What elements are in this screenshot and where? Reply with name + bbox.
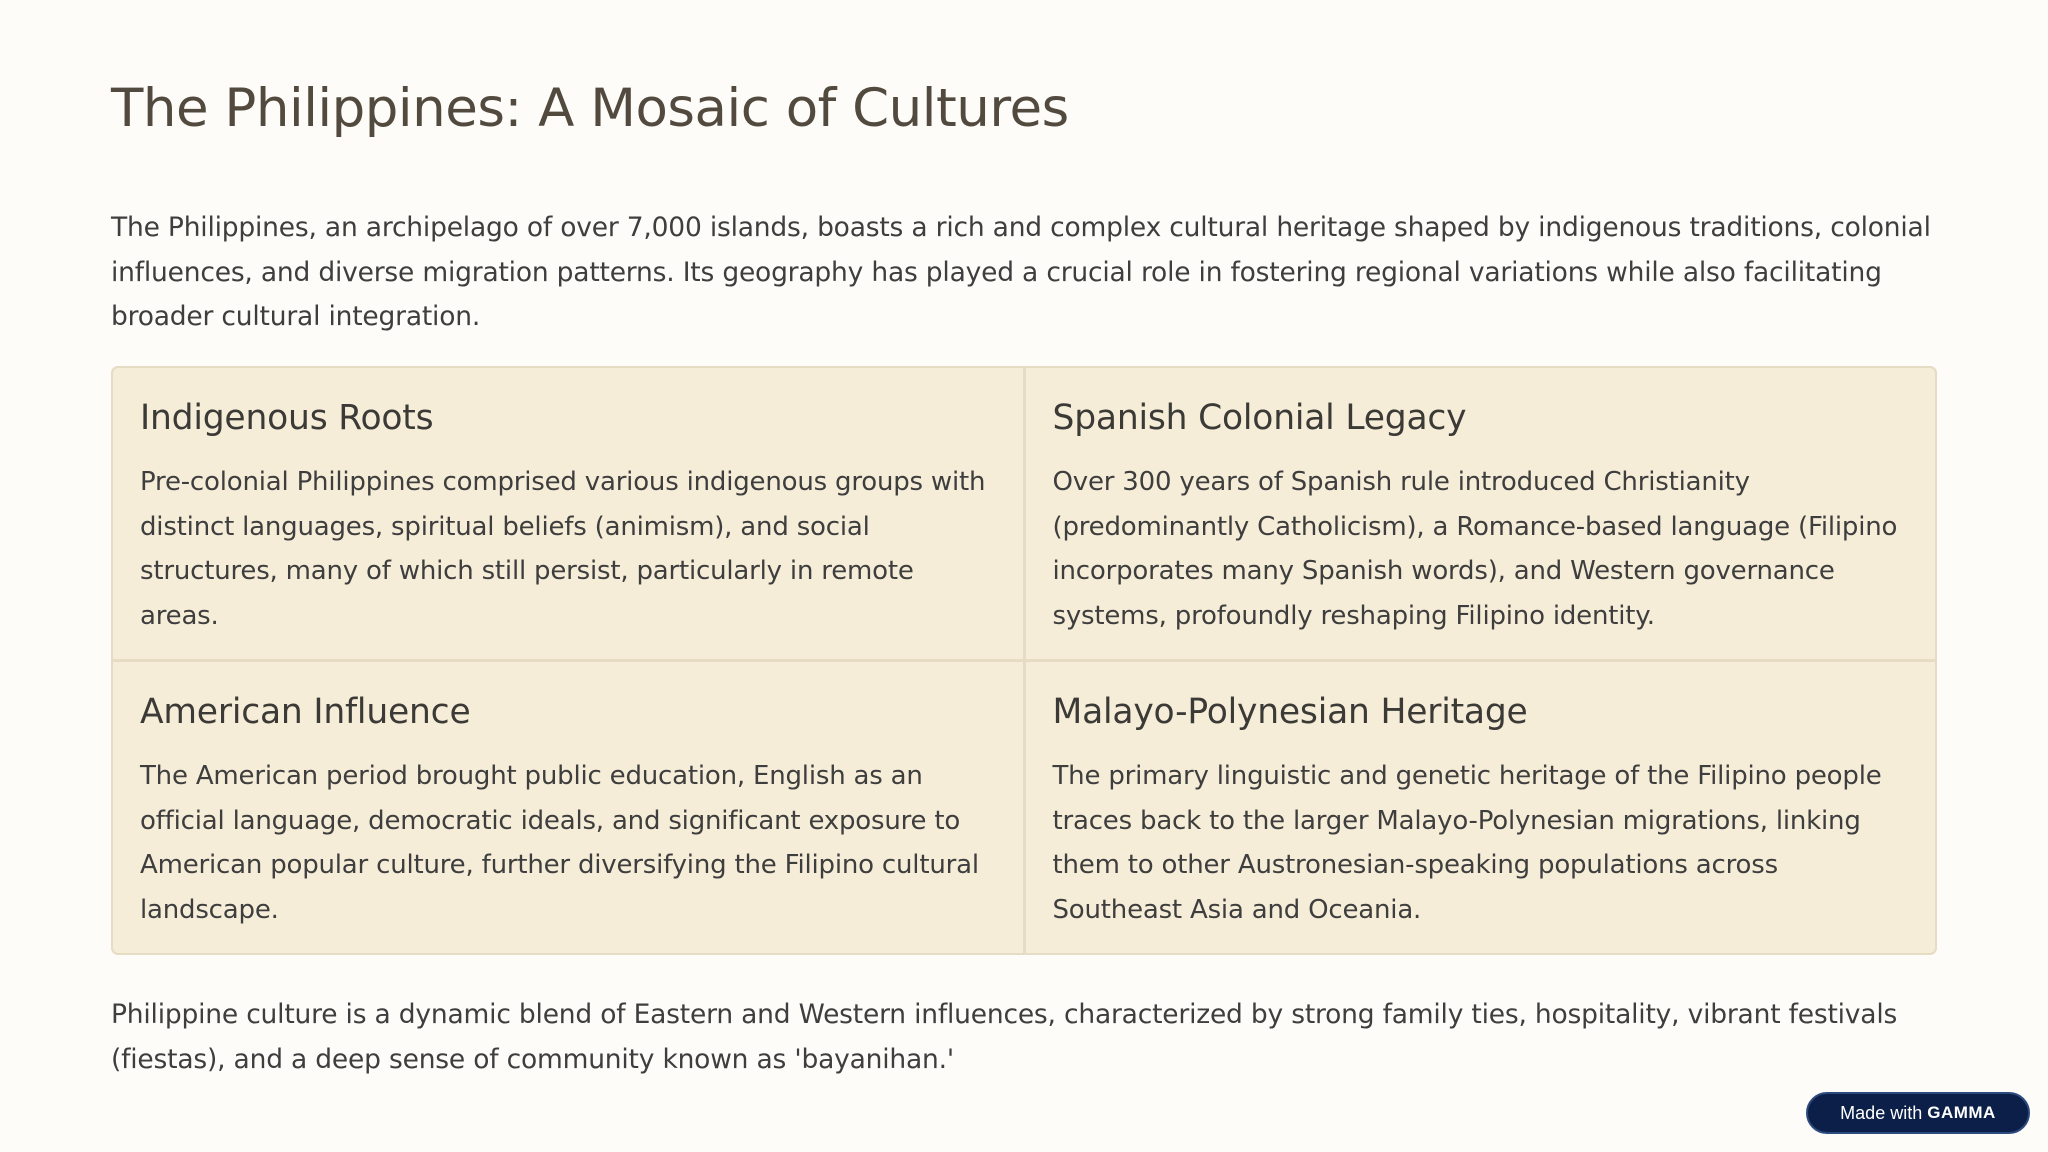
made-with-gamma-badge[interactable] — [1806, 1092, 2030, 1134]
intro-paragraph: The Philippines, an archipelago of over 7,000 islands, boasts a rich and complex cultural heritage shaped by indigenous traditions, colonial influences, and diverse migration patterns. Its geography has played a crucial role in fostering regional variations while also facilitating broader cultural integration. — [111, 212, 1931, 332]
badge-prefix: Made with — [1840, 1102, 1923, 1123]
card-title: Indigenous Roots — [140, 398, 434, 438]
page-title: The Philippines: A Mosaic of Cultures — [111, 78, 1069, 139]
card-body: Pre-colonial Philippines comprised various indigenous groups with distinct languages, spiritual beliefs (animism), and social structures, many of which still persist, particularly in remote areas. — [140, 467, 986, 631]
card-title: Malayo-Polynesian Heritage — [1052, 692, 1528, 732]
card-title: Spanish Colonial Legacy — [1052, 398, 1467, 438]
card-spanish-colonial-legacy — [1026, 368, 1936, 659]
card-body: Over 300 years of Spanish rule introduced Christianity (predominantly Catholicism), a Romance-based language (Filipino incorporates many Spanish words), and Western governance systems, profoundly reshaping Filipino identity. — [1052, 467, 1898, 631]
closing-paragraph: Philippine culture is a dynamic blend of Eastern and Western influences, characterized by strong family ties, hospitality, vibrant festivals (fiestas), and a deep sense of community known as 'bayanihan.' — [111, 999, 1898, 1075]
card-american-influence — [113, 662, 1023, 953]
card-body: The primary linguistic and genetic heritage of the Filipino people traces back to the larger Malayo-Polynesian migrations, linking them to other Austronesian-speaking populations across Southeast Asia and Oceania. — [1052, 761, 1882, 925]
cards-grid — [111, 366, 1937, 955]
card-malayo-polynesian-heritage — [1026, 662, 1936, 953]
gamma-logo: GAMMA — [1927, 1103, 1996, 1122]
card-title: American Influence — [140, 692, 471, 732]
card-body: The American period brought public education, English as an official language, democratic ideals, and significant exposure to American popular culture, further diversifying the Filipino cultural landscape. — [140, 761, 979, 925]
card-indigenous-roots — [113, 368, 1023, 659]
